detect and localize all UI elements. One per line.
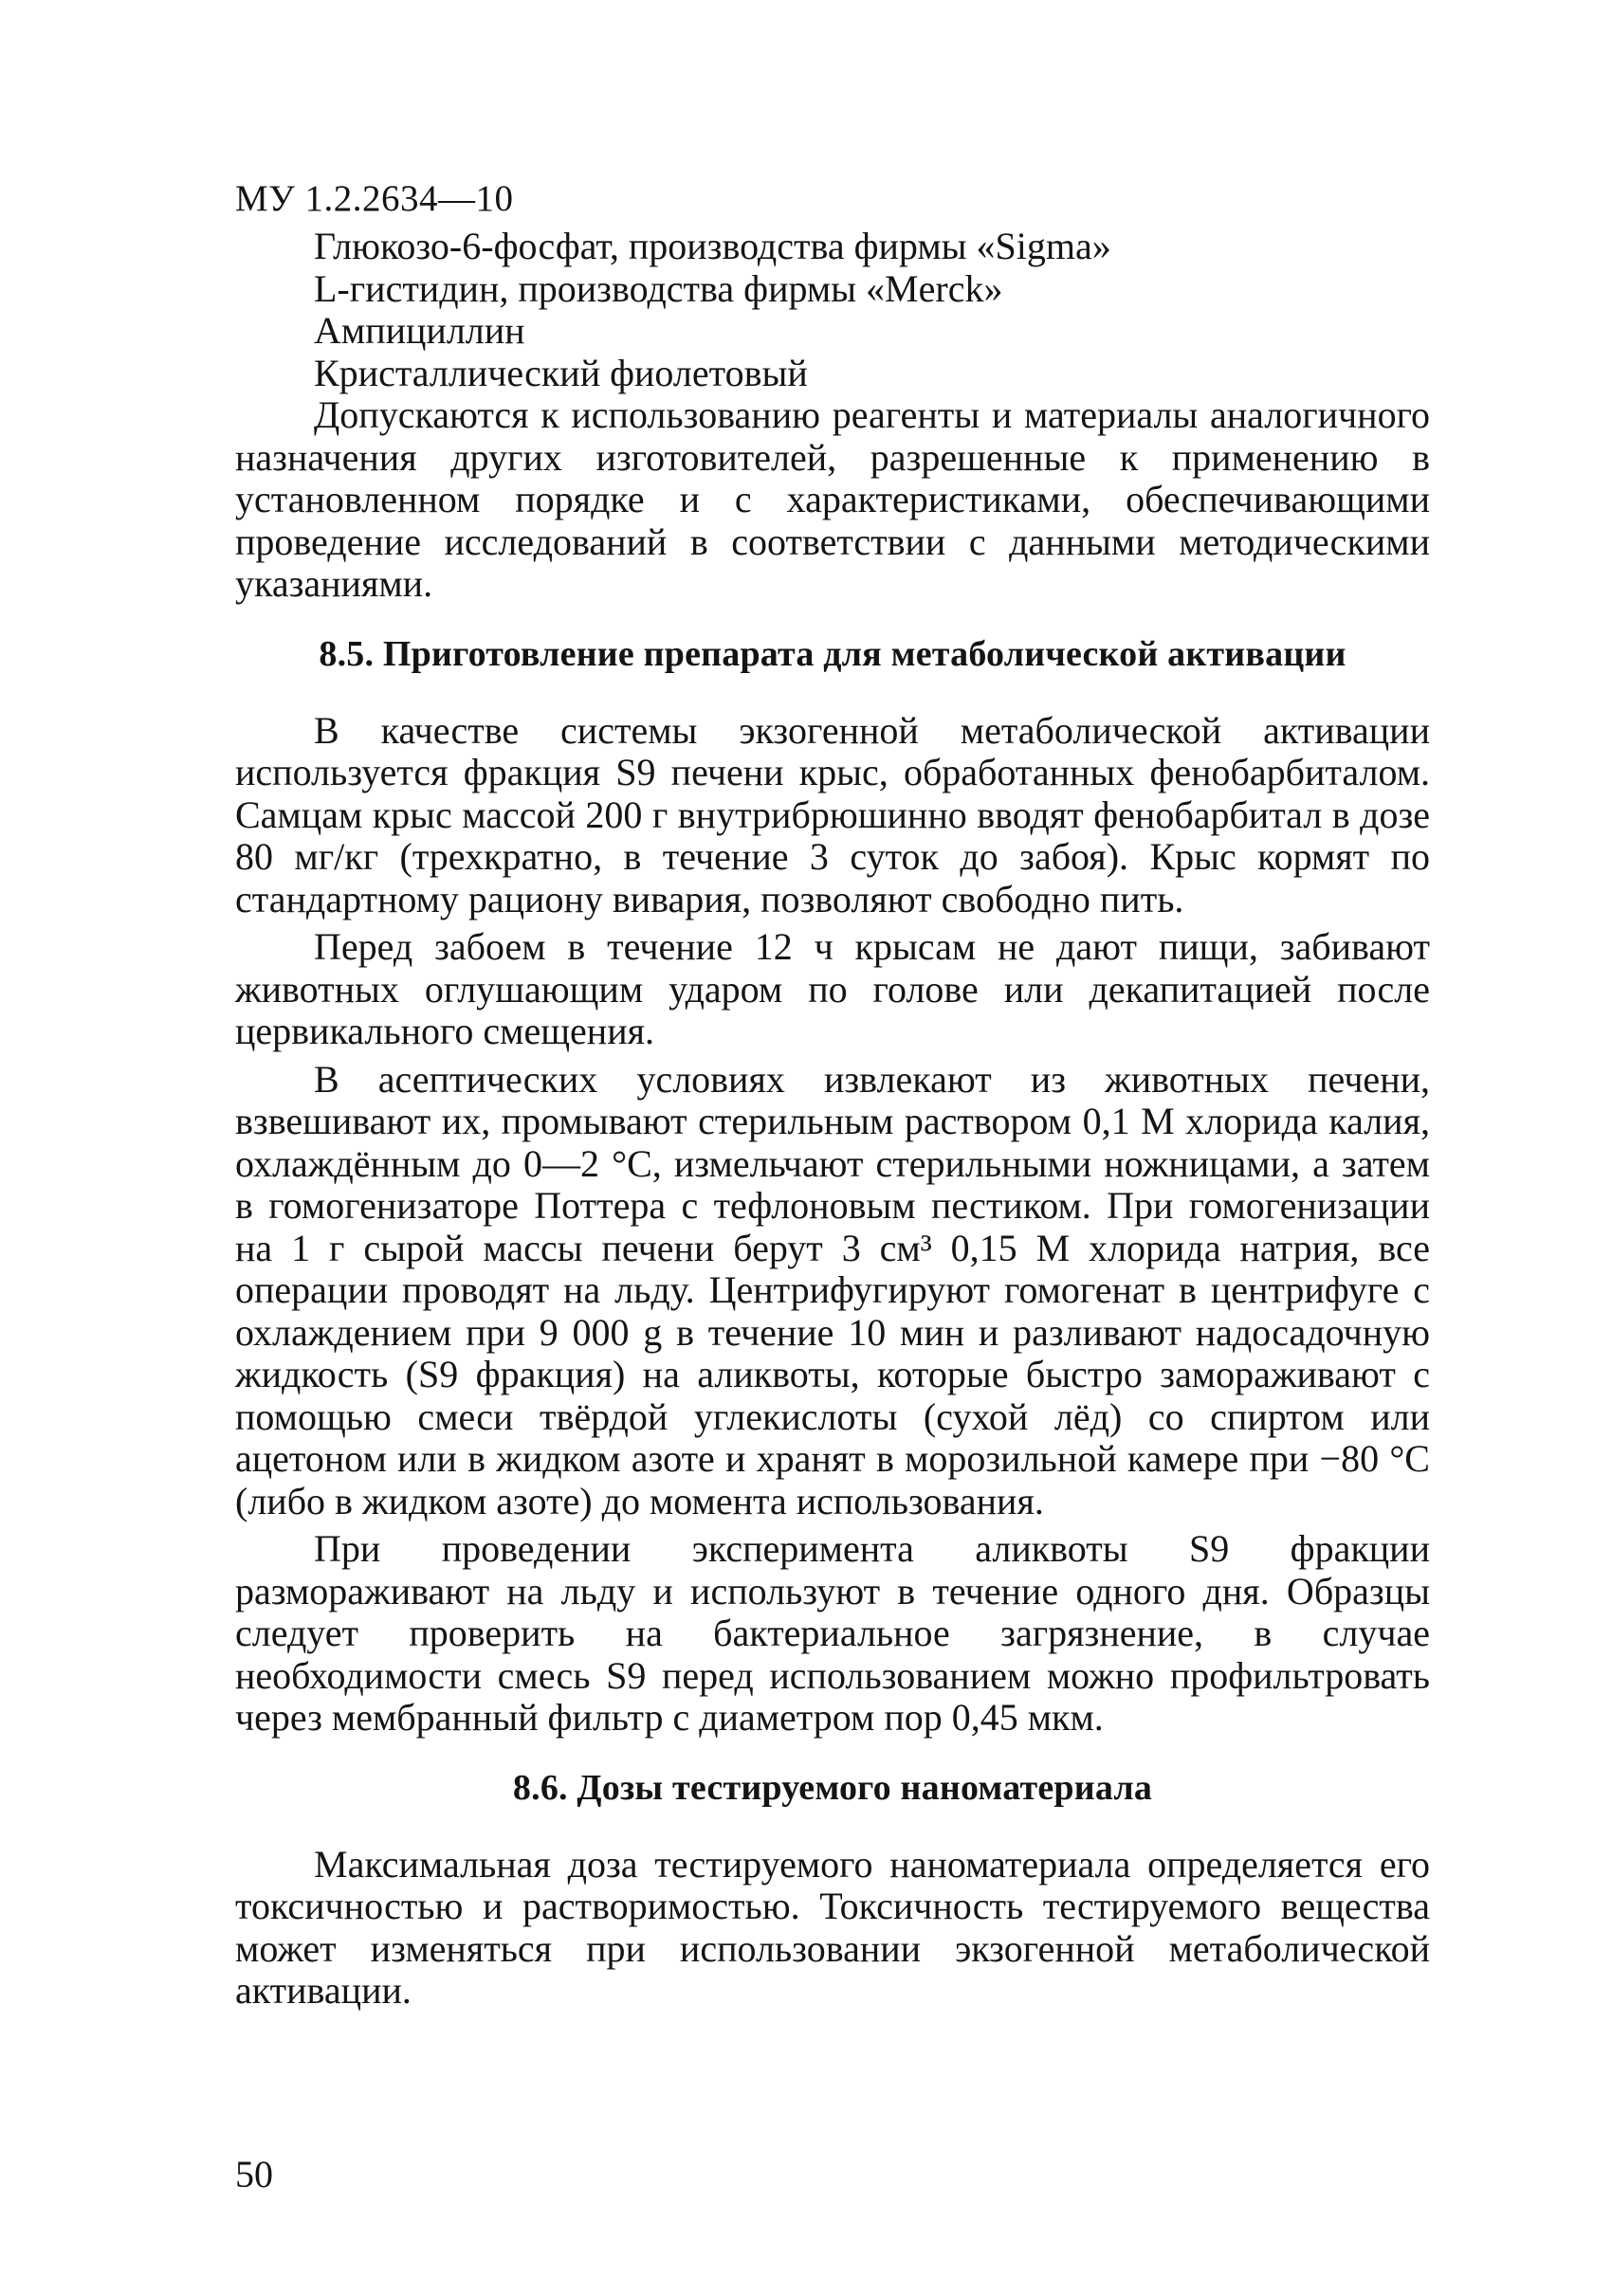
reagent-item: Ампициллин — [314, 309, 525, 352]
reagent-item: Кристаллический фиолетовый — [314, 351, 808, 394]
section-heading-8-6: 8.6. Дозы тестируемого наноматериала — [512, 1767, 1153, 1808]
page-body — [235, 226, 1430, 2013]
paragraph-s9-source: В качестве системы экзогенной метаболической активации используется фракция S9 печени крыс, обработанных фенобарбиталом. Самцам крыс массой 200 г внутрибрюшинно вводят фенобарбитал в дозе 80 мг/кг (трехкратно, в течение 3 суток до забоя). Крыс кормят по стандартному рациону вивария, позволяют свободно пить. — [235, 708, 1430, 920]
page-number: 50 — [235, 2153, 273, 2196]
reagent-item: L-гистидин, производства фирмы «Merck» — [314, 266, 1003, 310]
paragraph-alternatives: Допускаются к использованию реагенты и материалы аналогичного назначения других изготовителей, разрешенные к применению в установленном порядке и с характеристиками, обеспечивающими проведение исследований в соответствии с данными методическими указаниями. — [235, 393, 1430, 605]
paragraph-max-dose: Максимальная доза тестируемого наноматериала определяется его токсичностью и растворимостью. Токсичность тестируемого вещества может изменяться при использовании экзогенной метаболической активации. — [235, 1842, 1430, 2012]
paragraph-slaughter: Перед забоем в течение 12 ч крысам не дают пищи, забивают животных оглушающим ударом по голове или декапитацией после цервикального смещения. — [235, 925, 1430, 1052]
paragraph-homogenization: В асептических условиях извлекают из животных печени, взвешивают их, промывают стерильным раствором 0,1 М хлорида калия, охлаждённым до 0—2 °С, измельчают стерильными ножницами, а затем в гомогенизаторе Поттера с тефлоновым пестиком. При гомогенизации на 1 г сырой массы печени берут 3 см³ 0,15 М хлорида натрия, все операции проводят на льду. Центрифугируют гомогенат в центрифуге с охлаждением при 9 000 g в течение 10 мин и разливают надосадочную жидкость (S9 фракция) на аликвоты, которые быстро замораживают с помощью смеси твёрдой углекислоты (сухой лёд) со спиртом или ацетоном или в жидком азоте и хранят в морозильной камере при −80 °С (либо в жидком азоте) до момента использования. — [235, 1057, 1430, 1522]
reagent-item: Глюкозо-6-фосфат, производства фирмы «Sigma» — [314, 225, 1111, 267]
section-heading-8-5: 8.5. Приготовление препарата для метаболической активации — [319, 633, 1346, 674]
document-code: МУ 1.2.2634—10 — [235, 178, 514, 219]
paragraph-thawing: При проведении эксперимента аликвоты S9 фракции размораживают на льду и используют в течение одного дня. Образцы следует проверить на бактериальное загрязнение, в случае необходимости смесь S9 перед использованием можно профильтровать через мембранный фильтр с диаметром пор 0,45 мкм. — [235, 1527, 1430, 1739]
